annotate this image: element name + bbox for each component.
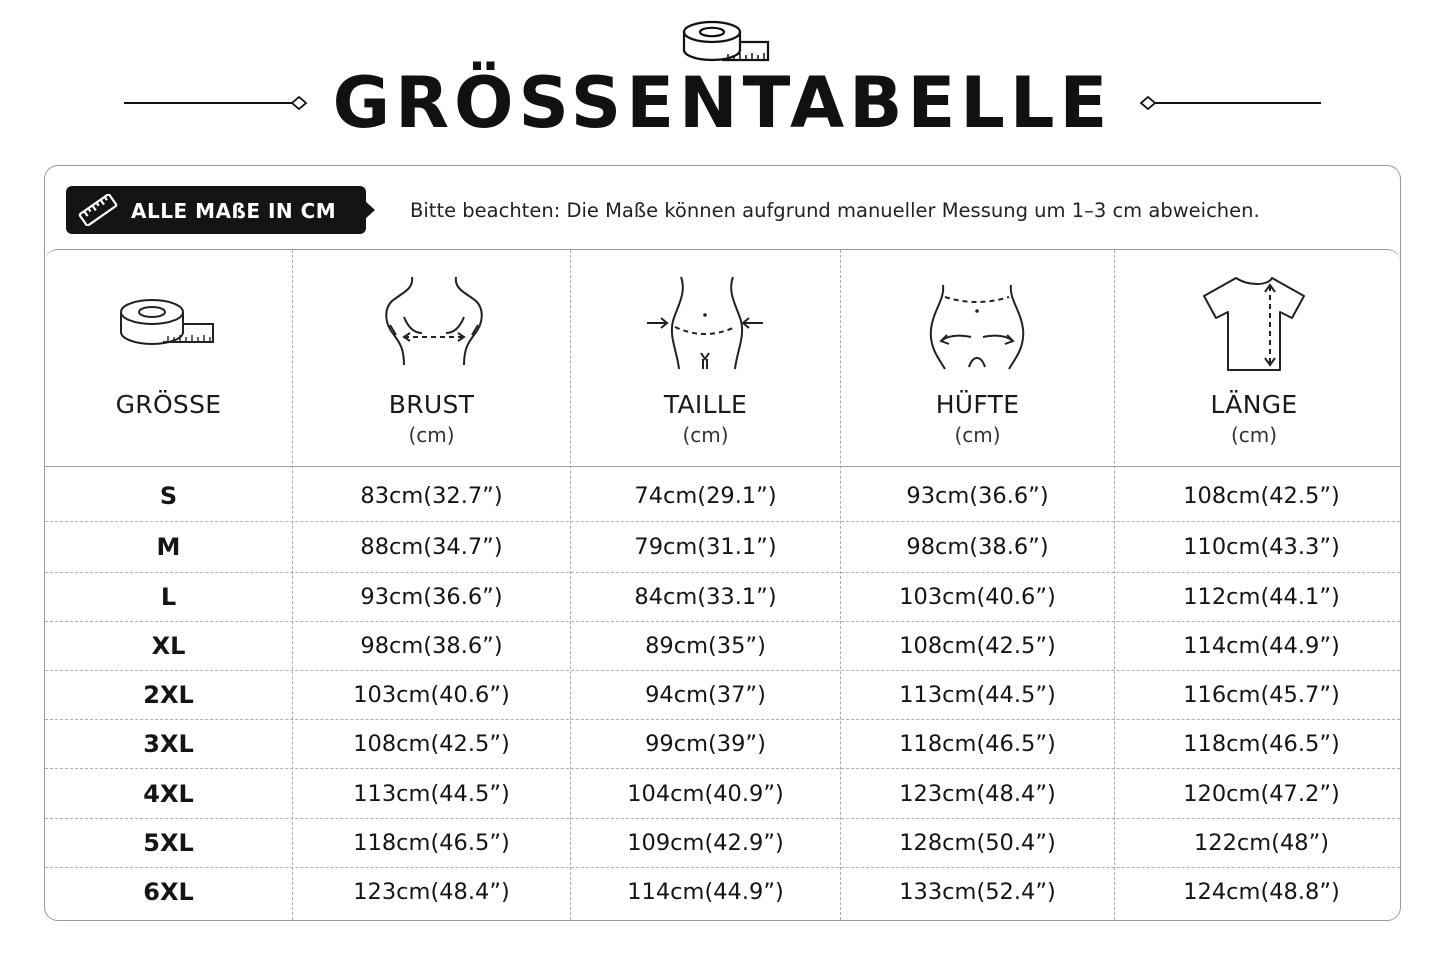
chest-cell: 113cm(44.5”) [353, 781, 510, 807]
waist-cell: 94cm(37”) [645, 682, 766, 708]
header-length-unit: (cm) [1230, 423, 1278, 447]
waist-measure-icon [645, 275, 765, 371]
length-cell: 118cm(46.5”) [1183, 731, 1340, 757]
length-cell: 112cm(44.1”) [1183, 584, 1340, 610]
units-badge [66, 186, 366, 234]
header-separator [44, 466, 1401, 467]
size-cell: 2XL [143, 681, 194, 709]
header-hip-unit: (cm) [954, 423, 1001, 447]
header-length: LÄNGE [1210, 390, 1298, 419]
tshirt-length-icon [1200, 276, 1308, 372]
measuring-tape-icon [682, 20, 772, 68]
length-cell: 110cm(43.3”) [1183, 534, 1340, 560]
size-cell: M [156, 533, 181, 561]
waist-cell: 74cm(29.1”) [634, 483, 777, 509]
waist-cell: 104cm(40.9”) [627, 781, 784, 807]
header-chest-unit: (cm) [408, 423, 455, 447]
hip-cell: 118cm(46.5”) [899, 731, 1056, 757]
hip-cell: 128cm(50.4”) [899, 830, 1056, 856]
length-cell: 116cm(45.7”) [1183, 682, 1340, 708]
chest-measure-icon [380, 275, 488, 371]
header-waist-unit: (cm) [682, 423, 729, 447]
header-chest: BRUST [388, 390, 475, 419]
header-hip: HÜFTE [935, 390, 1020, 419]
hip-cell: 133cm(52.4”) [899, 879, 1056, 905]
measurement-note: Bitte beachten: Die Maße können aufgrund manueller Messung um 1–3 cm abweichen. [410, 199, 1260, 222]
waist-cell: 114cm(44.9”) [627, 879, 784, 905]
chest-cell: 88cm(34.7”) [360, 534, 503, 560]
waist-cell: 109cm(42.9”) [627, 830, 784, 856]
hip-cell: 93cm(36.6”) [906, 483, 1049, 509]
size-cell: L [160, 583, 177, 611]
chest-cell: 93cm(36.6”) [360, 584, 503, 610]
size-cell: 3XL [143, 730, 194, 758]
size-cell: XL [151, 632, 186, 660]
row-separator [45, 521, 1400, 522]
measuring-tape-icon [118, 296, 216, 352]
length-cell: 108cm(42.5”) [1183, 483, 1340, 509]
length-cell: 114cm(44.9”) [1183, 633, 1340, 659]
chest-cell: 108cm(42.5”) [353, 731, 510, 757]
hip-cell: 113cm(44.5”) [899, 682, 1056, 708]
chest-cell: 103cm(40.6”) [353, 682, 510, 708]
chest-cell: 98cm(38.6”) [360, 633, 503, 659]
left-decorative-line [124, 96, 309, 110]
page-title: GRÖSSENTABELLE [332, 62, 1113, 144]
title-area [0, 0, 1445, 160]
size-cell: 6XL [143, 878, 194, 906]
chest-cell: 118cm(46.5”) [353, 830, 510, 856]
size-cell: 4XL [143, 780, 194, 808]
waist-cell: 89cm(35”) [645, 633, 766, 659]
hip-cell: 108cm(42.5”) [899, 633, 1056, 659]
header-size: GRÖSSE [115, 390, 222, 419]
hip-cell: 98cm(38.6”) [906, 534, 1049, 560]
chest-cell: 83cm(32.7”) [360, 483, 503, 509]
hip-cell: 123cm(48.4”) [899, 781, 1056, 807]
size-cell: S [159, 482, 178, 510]
length-cell: 124cm(48.8”) [1183, 879, 1340, 905]
hip-cell: 103cm(40.6”) [899, 584, 1056, 610]
ruler-icon [78, 194, 118, 226]
size-cell: 5XL [143, 829, 194, 857]
length-cell: 122cm(48”) [1193, 830, 1330, 856]
waist-cell: 84cm(33.1”) [634, 584, 777, 610]
length-cell: 120cm(47.2”) [1183, 781, 1340, 807]
chest-cell: 123cm(48.4”) [353, 879, 510, 905]
waist-cell: 99cm(39”) [645, 731, 766, 757]
badge-label: ALLE MAßE IN CM [131, 199, 337, 223]
right-decorative-line [1138, 96, 1323, 110]
waist-cell: 79cm(31.1”) [634, 534, 777, 560]
hip-measure-icon [925, 283, 1029, 373]
header-waist: TAILLE [663, 390, 748, 419]
